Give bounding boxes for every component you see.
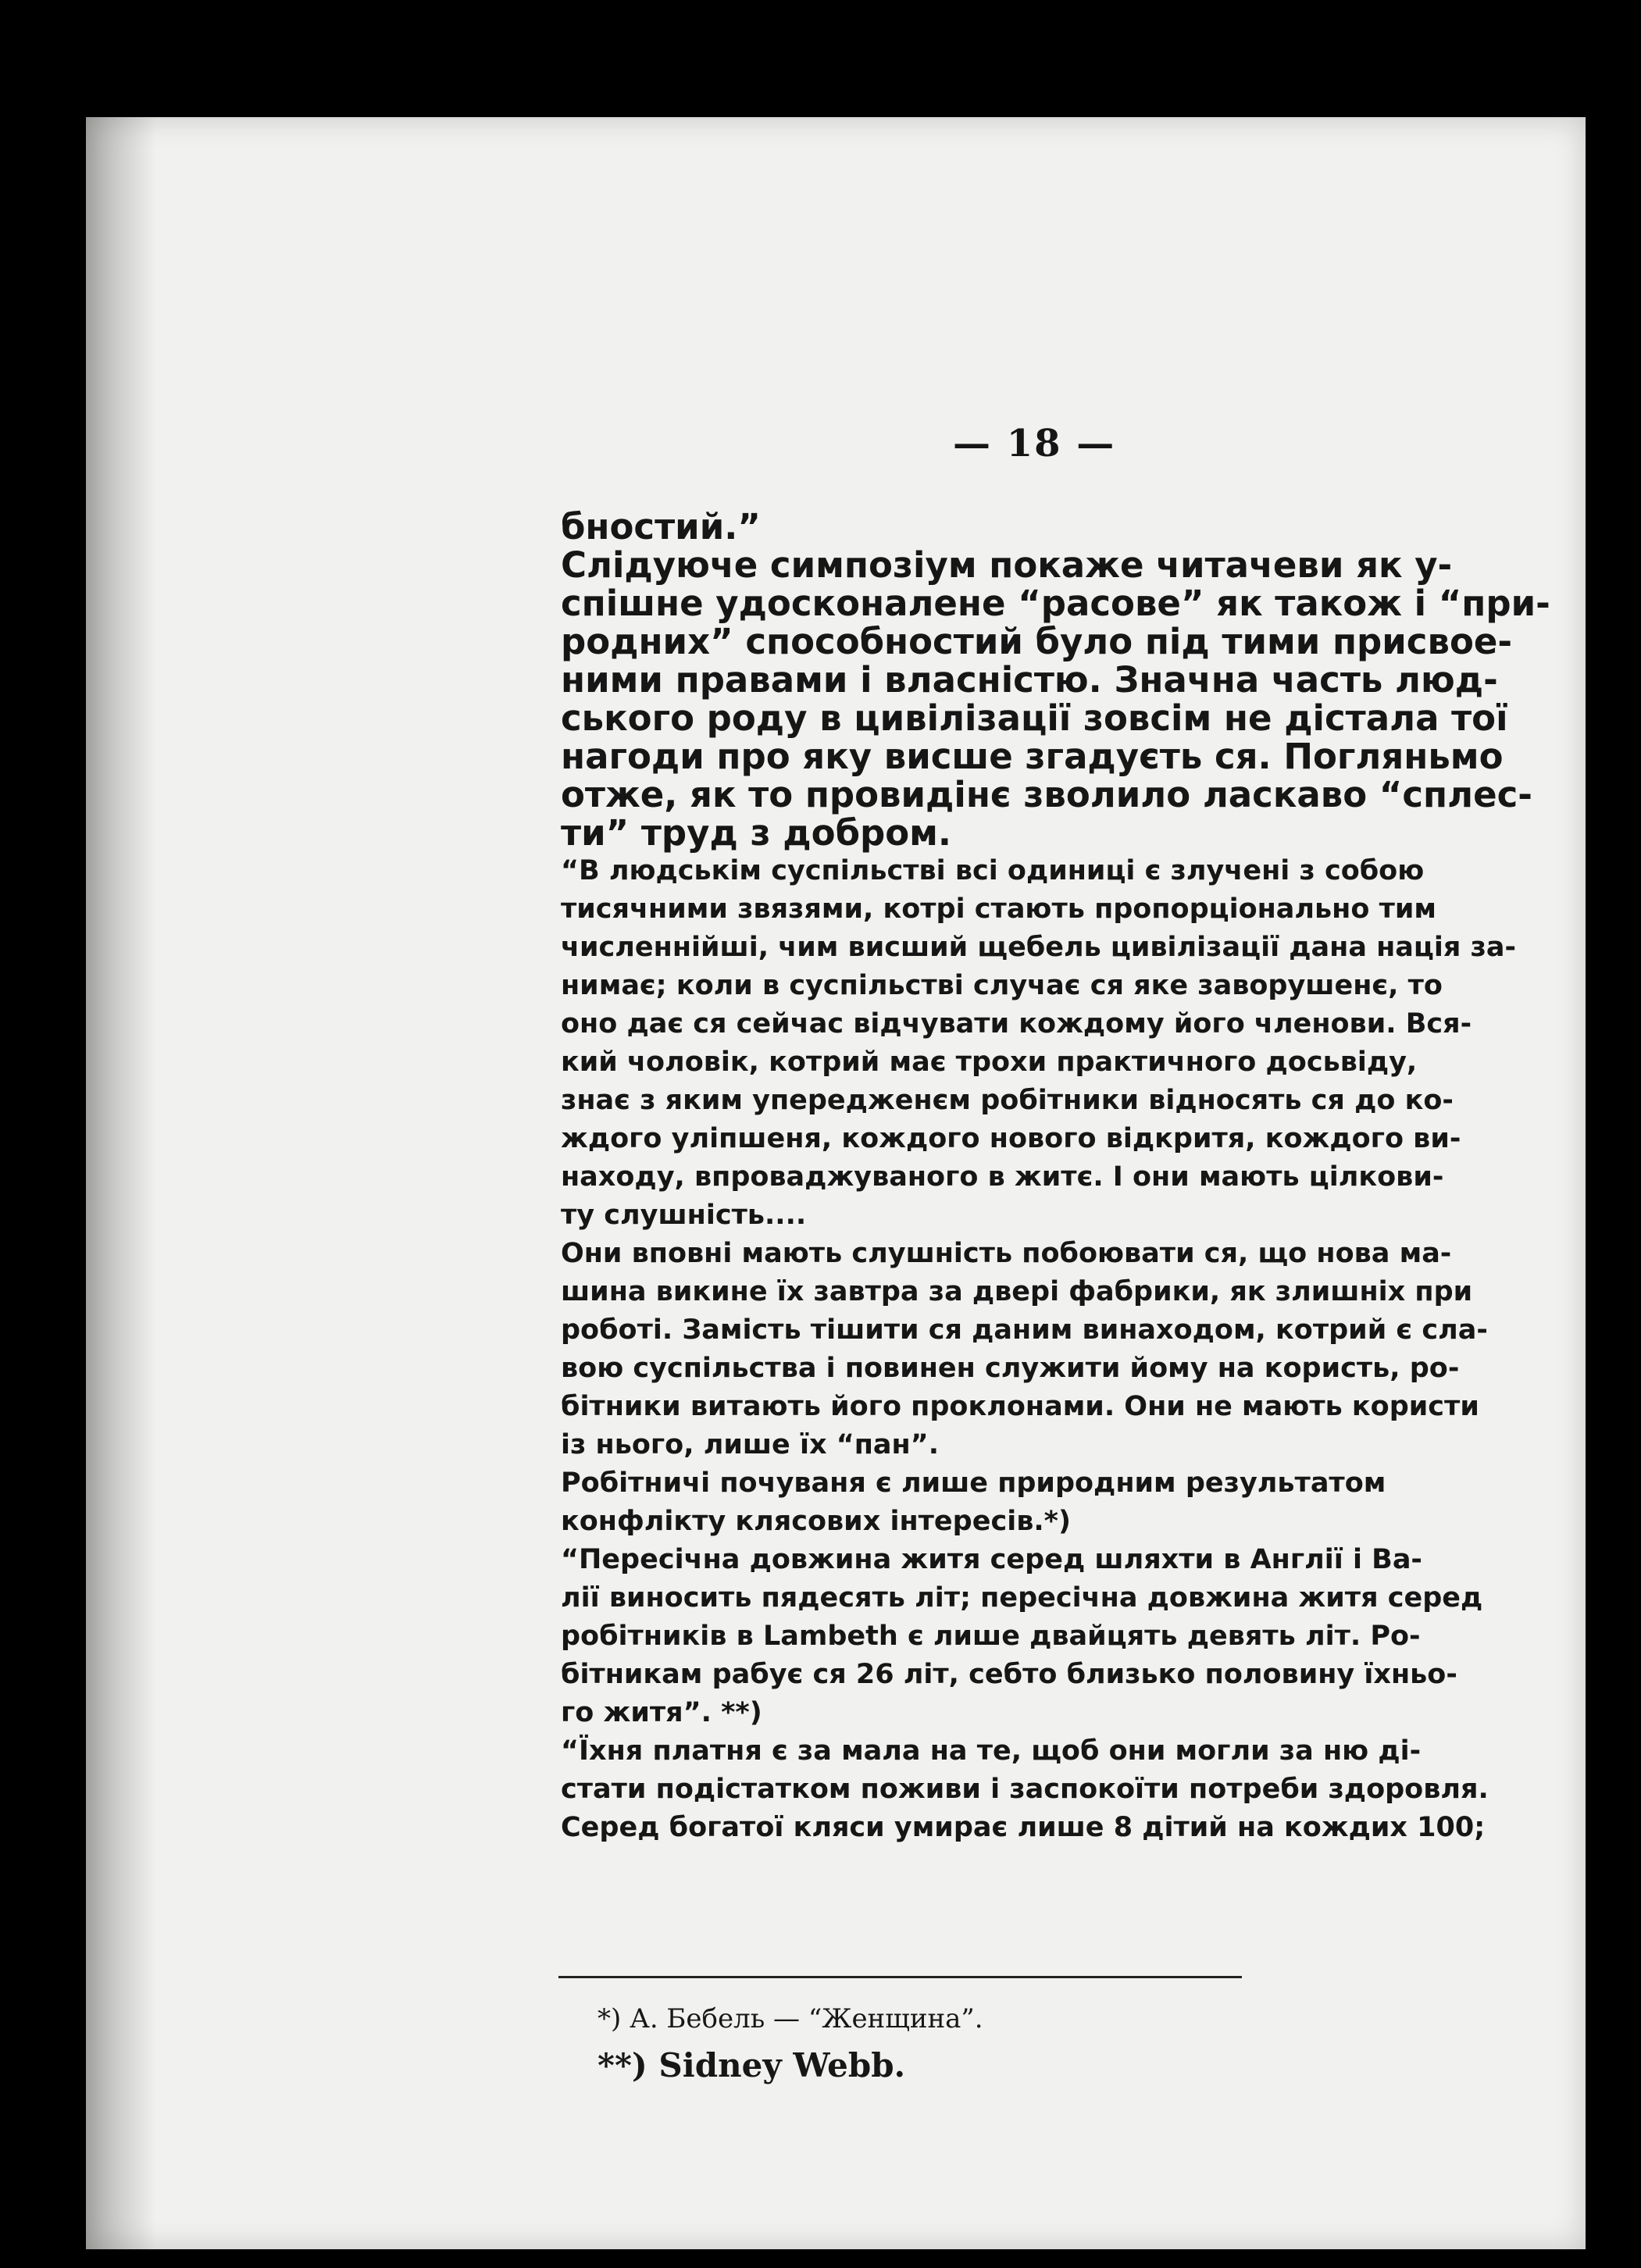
page-number: — 18 —: [953, 422, 1116, 465]
text-line: ждого уліпшеня, кождого нового відкритя, кождого ви-: [561, 1123, 1461, 1154]
footnotes: [598, 1995, 983, 2089]
text-line: нимає; коли в суспільстві случає ся яке заворушенє, то: [561, 970, 1443, 1001]
paragraph-7: [561, 1732, 1533, 1847]
paragraph-5: [561, 1464, 1533, 1541]
text-line: оно дає ся сейчас відчувати кождому його членови. Вся-: [561, 1008, 1472, 1040]
text-line: бностий.”: [561, 506, 761, 547]
text-line: спішне удосконалене “расове” як також і “при-: [561, 583, 1550, 624]
text-line: Серед богатої кляси умирає лише 8 дітий на кождих 100;: [561, 1812, 1486, 1843]
text-line: численнійші, чим висший щебель цивілізації дана нація за-: [561, 932, 1517, 963]
text-line: роботі. Замість тішити ся даним винаходом, котрий є сла-: [561, 1314, 1488, 1346]
text-line: “В людськім суспільстві всі одиниці є злучені з собою: [561, 855, 1425, 886]
text-line: знає з яким упередженєм робітники відносять ся до ко-: [561, 1085, 1454, 1116]
text-line: стати подістатком поживи і заспокоїти потреби здоровля.: [561, 1774, 1489, 1805]
text-line: із нього, лише їх “пан”.: [561, 1429, 939, 1460]
text-line: шина викине їх завтра за двері фабрики, як злишніх при: [561, 1276, 1473, 1307]
paragraph-2: [561, 544, 1550, 854]
scanned-page: [86, 117, 1586, 2249]
text-line: ти” труд з добром.: [561, 812, 951, 854]
text-line: родних” способностий було під тими присвое-: [561, 621, 1513, 662]
text-line: вою суспільства і повинен служити йому на користь, ро-: [561, 1353, 1460, 1384]
paragraph-4: [561, 1235, 1533, 1464]
paragraph-3: [561, 852, 1533, 1235]
paragraph-6: [561, 1541, 1533, 1732]
text-line: го житя”. **): [561, 1697, 762, 1728]
text-line: находу, впроваджуваного в житє. І они мають цілкови-: [561, 1161, 1444, 1193]
text-line: “Їхня платня є за мала на те, щоб они могли за ню ді-: [561, 1735, 1422, 1767]
footnote-2: **) Sidney Webb.: [598, 2046, 906, 2084]
text-line: нагоди про яку висше згадуєть ся. Погляньмо: [561, 736, 1504, 777]
text-line: Робітничі почуваня є лише природним результатом: [561, 1467, 1386, 1499]
text-line: ського роду в цивілізації зовсім не дістала тої: [561, 697, 1508, 739]
text-line: ними правами і власністю. Значна часть люд-: [561, 659, 1498, 701]
text-line: ту слушність....: [561, 1200, 807, 1231]
text-line: бітникам рабує ся 26 літ, себто близько половину їхньо-: [561, 1659, 1457, 1690]
text-line: бітники витають його проклонами. Они не мають користи: [561, 1391, 1479, 1422]
body-text: [561, 506, 1550, 1847]
text-line: робітників в Lambeth є лише двайцять девять літ. Ро-: [561, 1621, 1421, 1652]
text-line: Слідуюче симпозіум покаже читачеви як у-: [561, 544, 1453, 586]
text-line: кий чоловік, котрий має трохи практичного досьвіду,: [561, 1047, 1418, 1078]
text-line: лії виносить пядесять літ; пересічна довжина житя серед: [561, 1582, 1483, 1614]
footnote-divider: [558, 1976, 1242, 1978]
paragraph-1: [561, 508, 1533, 546]
text-line: “Пересічна довжина житя серед шляхти в Англії і Ва-: [561, 1544, 1422, 1575]
text-line: конфлікту клясових інтересів.*): [561, 1506, 1071, 1537]
text-line: Они вповні мають слушність побоювати ся, що нова ма-: [561, 1238, 1452, 1269]
text-line: отже, як то провидінє зволило ласкаво “сплес-: [561, 774, 1532, 815]
footnote-1: *) А. Бебель — “Женщина”.: [598, 2003, 983, 2034]
text-line: тисячними звязями, котрі стають пропорціонально тим: [561, 893, 1437, 925]
